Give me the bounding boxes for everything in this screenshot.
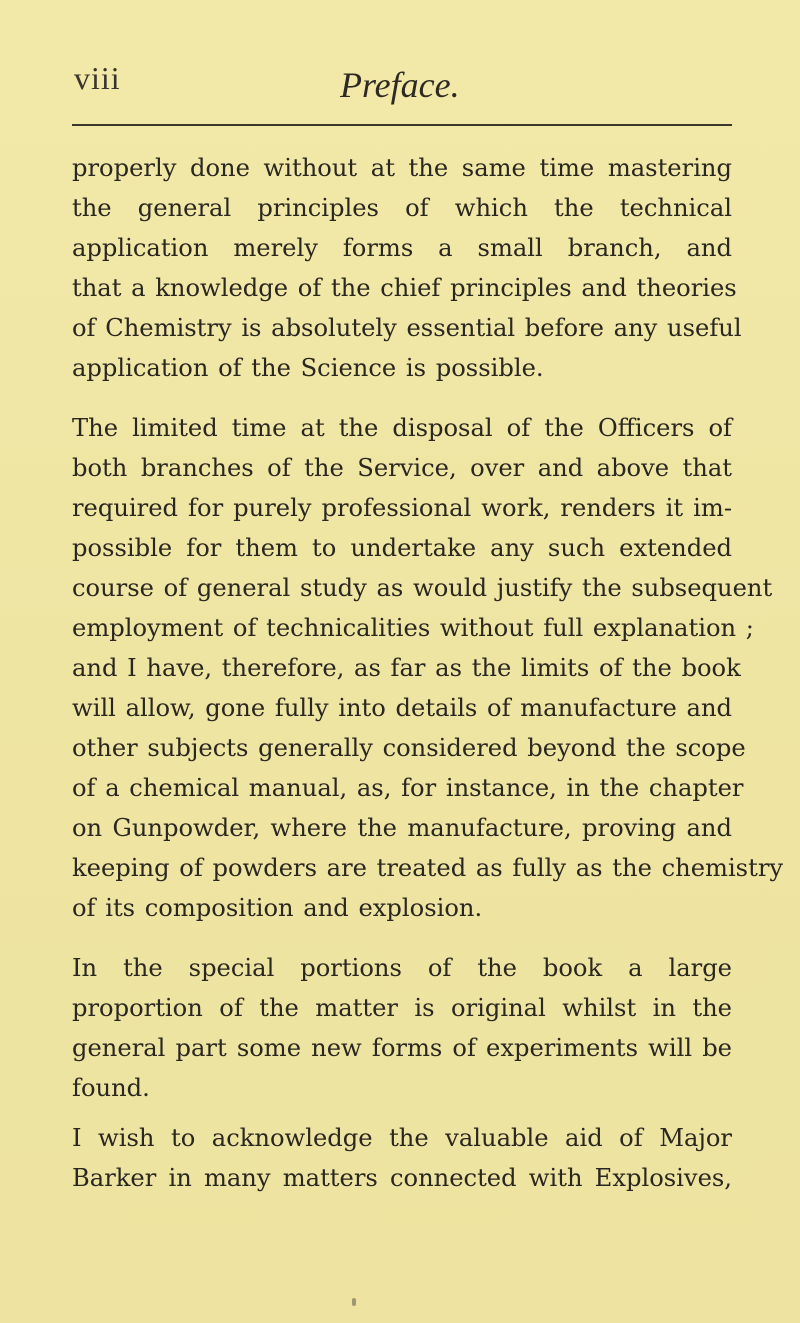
text-line: the general principles of which the technical (72, 194, 732, 222)
text-line: employment of technicalities without full explanation ; (72, 614, 754, 642)
text-line: other subjects generally considered beyond the scope (72, 734, 746, 762)
ink-speck (352, 1298, 356, 1306)
text-line: keeping of powders are treated as fully as the chemistry (72, 854, 784, 882)
text-line: general part some new forms of experiments will be (72, 1034, 732, 1062)
text-line: course of general study as would justify the subsequent (72, 574, 773, 602)
text-line: of its composition and explosion. (72, 894, 483, 922)
text-line: required for purely professional work, renders it im- (72, 494, 732, 522)
text-line: properly done without at the same time mastering (72, 154, 732, 182)
text-line: The limited time at the disposal of the Officers of (72, 414, 732, 442)
text-line: found. (72, 1074, 150, 1102)
text-line: that a knowledge of the chief principles and theories (72, 274, 737, 302)
text-line: of a chemical manual, as, for instance, in the chapter (72, 774, 744, 802)
paragraph (72, 148, 742, 388)
paragraph (72, 408, 784, 928)
text-line: on Gunpowder, where the manufacture, proving and (72, 814, 732, 842)
paragraph (72, 948, 732, 1108)
text-line: possible for them to undertake any such extended (72, 534, 732, 562)
text-line: both branches of the Service, over and above that (72, 454, 732, 482)
body-text (72, 148, 784, 1198)
text-line: I wish to acknowledge the valuable aid of Major (72, 1124, 732, 1152)
running-title: Preface. (340, 65, 460, 105)
text-line: application of the Science is possible. (72, 354, 544, 382)
text-line: In the special portions of the book a large (72, 954, 732, 982)
text-line: and I have, therefore, as far as the limits of the book (72, 654, 741, 682)
text-line: proportion of the matter is original whilst in the (72, 994, 732, 1022)
text-line: will allow, gone fully into details of manufacture and (72, 694, 733, 722)
text-line: Barker in many matters connected with Explosives, (72, 1164, 732, 1192)
text-line: application merely forms a small branch, and (72, 234, 732, 262)
page-number: viii (74, 60, 121, 96)
header-rule (72, 124, 732, 126)
paragraph (72, 1118, 732, 1198)
text-line: of Chemistry is absolutely essential before any useful (72, 314, 742, 342)
